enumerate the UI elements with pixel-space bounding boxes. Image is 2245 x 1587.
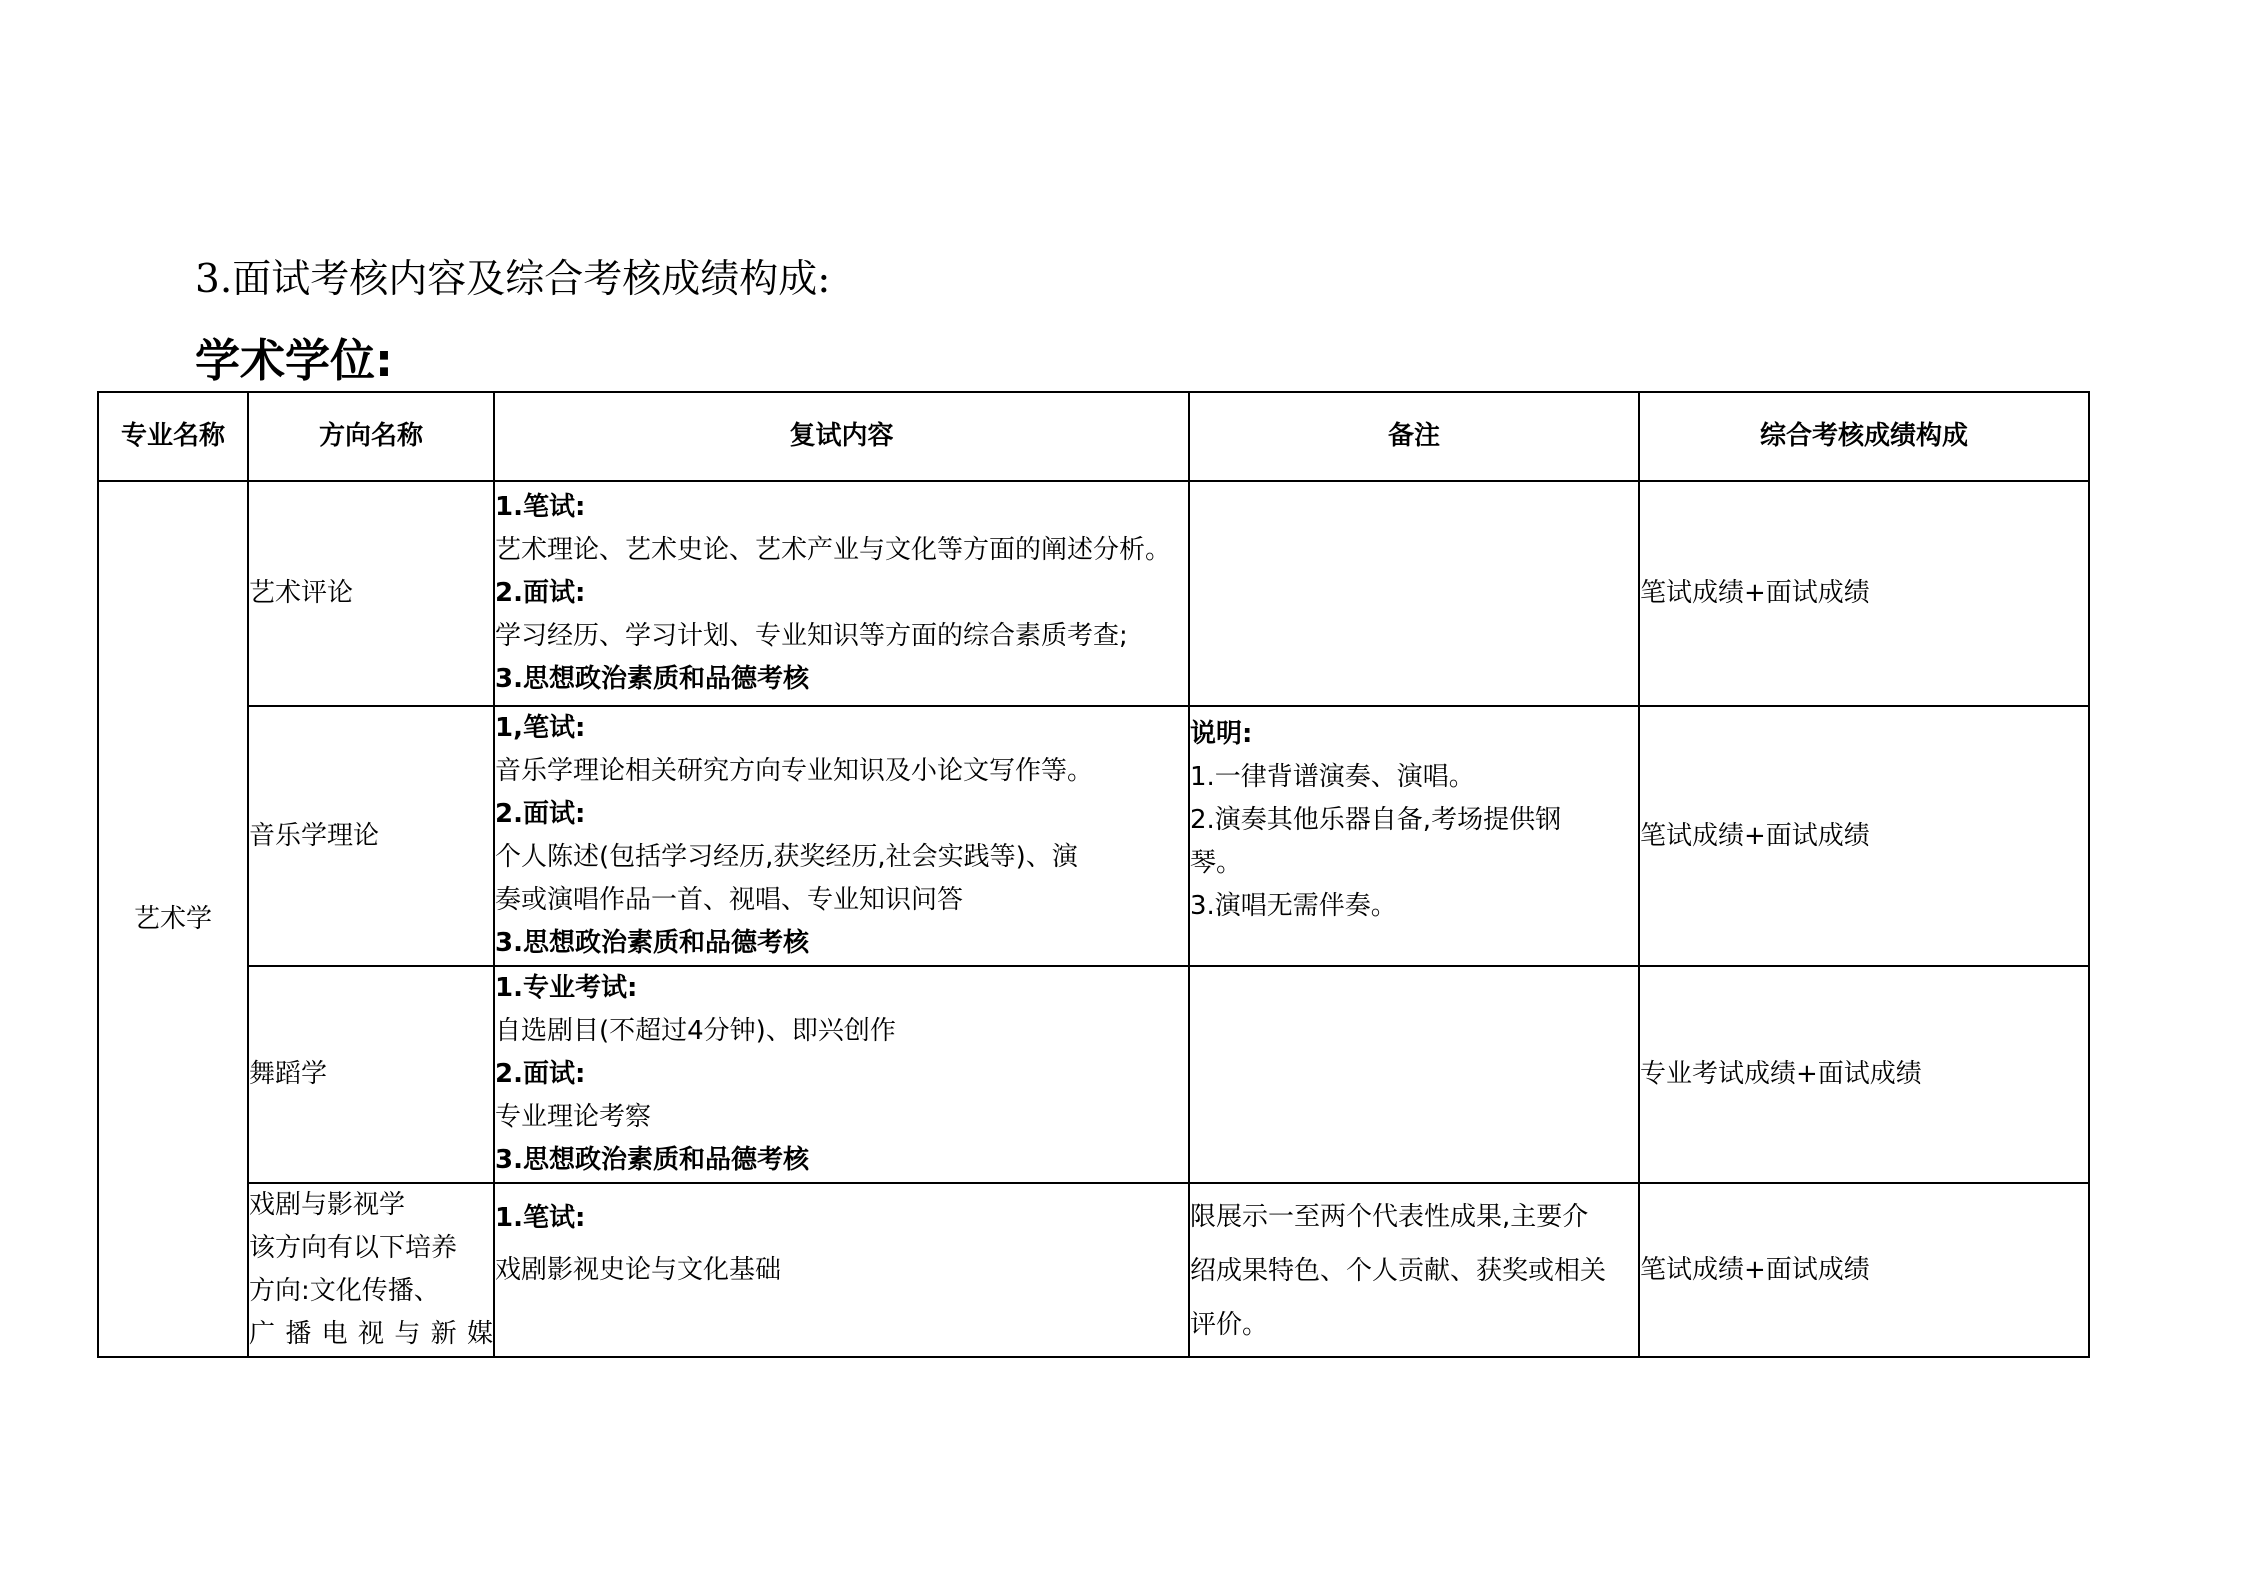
direction-name: 艺术评论	[249, 578, 354, 608]
content-line: 音乐学理论相关研究方向专业知识及小论文写作等。	[495, 756, 1094, 786]
content-line: 2.面试:	[495, 799, 586, 829]
content-line: 艺术理论、艺术史论、艺术产业与文化等方面的阐述分析。	[495, 535, 1172, 565]
degree-type-heading: 学术学位:	[195, 334, 393, 387]
content-line: 1.笔试:	[495, 492, 586, 522]
content-line: 1.专业考试:	[495, 973, 638, 1003]
interview-table	[97, 391, 2090, 1358]
direction-cell	[248, 481, 494, 706]
content-line: 2.面试:	[495, 578, 586, 608]
score-cell	[1639, 966, 2089, 1183]
direction-line: 方向:文化传播、	[249, 1276, 440, 1306]
content-cell	[494, 481, 1189, 706]
content-line: 奏或演唱作品一首、视唱、专业知识问答	[495, 885, 964, 915]
direction-line: 戏剧与影视学	[249, 1190, 406, 1220]
remarks-cell	[1189, 1183, 1639, 1357]
major-name: 艺术学	[133, 903, 212, 934]
header-direction: 方向名称	[248, 392, 494, 481]
section-heading: 3.面试考核内容及综合考核成绩构成:	[195, 257, 831, 302]
remarks-cell	[1189, 706, 1639, 966]
content-line: 专业理论考察	[495, 1102, 652, 1132]
content-cell	[494, 966, 1189, 1183]
content-line: 1,笔试:	[495, 713, 586, 743]
direction-line: 广播电视与新媒	[249, 1319, 493, 1349]
direction-cell	[248, 1183, 494, 1357]
content-line: 学习经历、学习计划、专业知识等方面的综合素质考查;	[495, 621, 1128, 651]
content-line: 1.笔试:	[495, 1203, 586, 1233]
content-cell	[494, 706, 1189, 966]
content-line: 3.思想政治素质和品德考核	[495, 928, 809, 958]
table-header-row	[98, 392, 2089, 481]
score-formula: 专业考试成绩+面试成绩	[1640, 1059, 1922, 1089]
content-line: 个人陈述(包括学习经历,获奖经历,社会实践等)、演	[495, 842, 1078, 872]
remarks-line: 2.演奏其他乐器自备,考场提供钢	[1190, 805, 1562, 835]
direction-cell	[248, 706, 494, 966]
table-row	[98, 481, 2089, 706]
remarks-line: 琴。	[1190, 848, 1243, 878]
table-row	[98, 706, 2089, 966]
direction-line: 该方向有以下培养	[249, 1233, 458, 1263]
major-cell	[98, 481, 248, 1357]
content-line: 自选剧目(不超过4分钟)、即兴创作	[495, 1016, 896, 1046]
score-formula: 笔试成绩+面试成绩	[1640, 820, 1870, 851]
remarks-cell	[1189, 966, 1639, 1183]
content-line: 3.思想政治素质和品德考核	[495, 664, 809, 694]
remarks-line: 限展示一至两个代表性成果,主要介	[1190, 1202, 1589, 1232]
score-cell	[1639, 706, 2089, 966]
direction-name: 舞蹈学	[249, 1059, 328, 1089]
remarks-line: 3.演唱无需伴奏。	[1190, 891, 1397, 921]
remarks-line: 说明:	[1190, 719, 1253, 749]
score-cell	[1639, 1183, 2089, 1357]
header-remarks: 备注	[1189, 392, 1639, 481]
remarks-line: 1.一律背谱演奏、演唱。	[1190, 762, 1475, 792]
score-cell	[1639, 481, 2089, 706]
content-line: 3.思想政治素质和品德考核	[495, 1145, 809, 1175]
score-formula: 笔试成绩+面试成绩	[1640, 578, 1870, 608]
header-content: 复试内容	[494, 392, 1189, 481]
content-line: 2.面试:	[495, 1059, 586, 1089]
remarks-cell	[1189, 481, 1639, 706]
direction-name: 音乐学理论	[249, 820, 380, 851]
content-cell	[494, 1183, 1189, 1357]
direction-cell	[248, 966, 494, 1183]
content-line: 戏剧影视史论与文化基础	[495, 1255, 782, 1285]
score-formula: 笔试成绩+面试成绩	[1640, 1254, 1870, 1285]
header-score: 综合考核成绩构成	[1639, 392, 2089, 481]
header-major: 专业名称	[98, 392, 248, 481]
remarks-line: 评价。	[1190, 1310, 1269, 1340]
table-row	[98, 966, 2089, 1183]
table-row	[98, 1183, 2089, 1357]
remarks-line: 绍成果特色、个人贡献、获奖或相关	[1190, 1256, 1607, 1286]
